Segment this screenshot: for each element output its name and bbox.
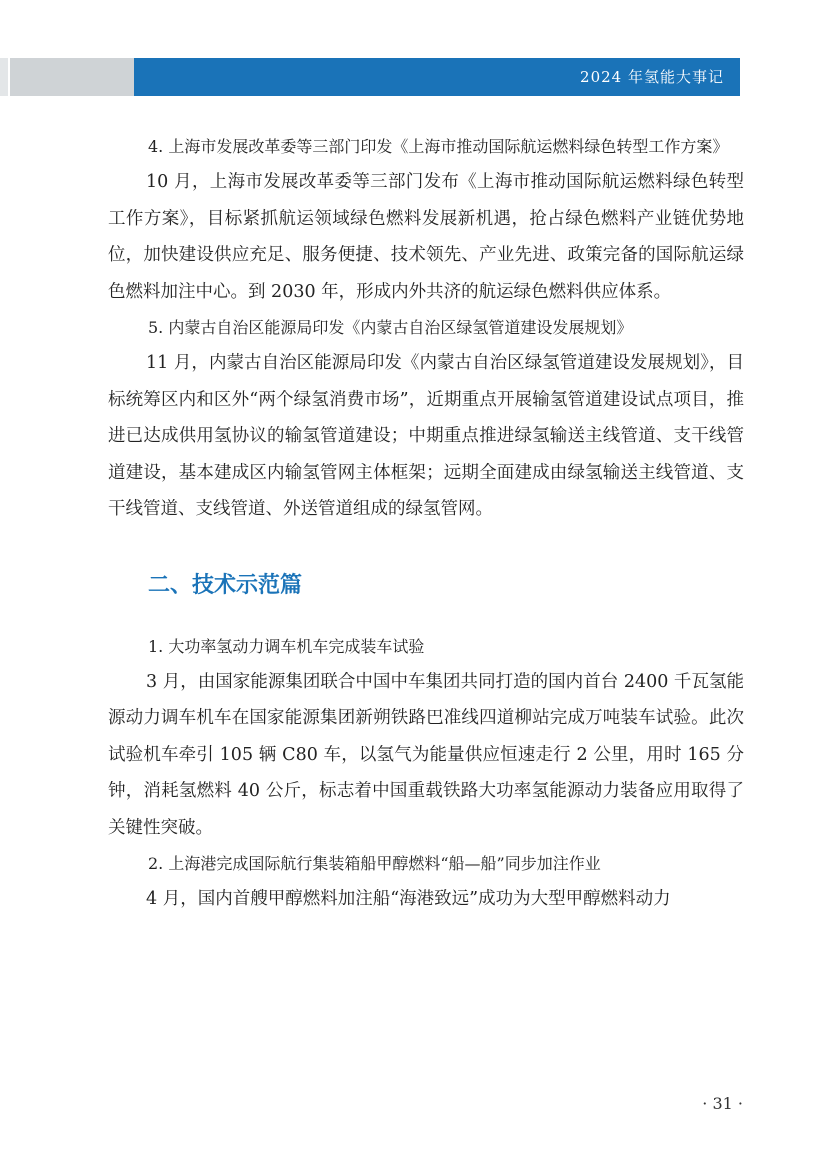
item-heading: 4. 上海市发展改革委等三部门印发《上海市推动国际航运燃料绿色转型工作方案》 bbox=[148, 137, 729, 156]
item-paragraph: 11 月，内蒙古自治区能源局印发《内蒙古自治区绿氢管道建设发展规划》，目标统筹区内和区外“两个绿氢消费市场”，近期重点开展输氢管道建设试点项目，推进已达成供用氢协议的输氢管道建设；中期重点推进绿氢输送主线管道、支干线管道建设，基本建成区内输氢管网主体框架；远期全面建成由绿氢输送主线管道、支干线管道、支线管道、外送管道组成的绿氢管网。 bbox=[108, 353, 744, 519]
running-header-title: 2024 年氢能大事记 bbox=[580, 68, 724, 86]
page-number: · 31 · bbox=[702, 1094, 743, 1113]
page-content bbox=[108, 132, 744, 921]
item-heading: 1. 大功率氢动力调车机车完成装车试验 bbox=[148, 636, 425, 656]
item-heading: 5. 内蒙古自治区能源局印发《内蒙古自治区绿氢管道建设发展规划》 bbox=[148, 318, 633, 337]
item-heading: 2. 上海港完成国际航行集装箱船甲醇燃料“船—船”同步加注作业 bbox=[148, 854, 601, 873]
item-paragraph: 4 月，国内首艘甲醇燃料加注船“海港致远”成功为大型甲醇燃料动力 bbox=[146, 889, 671, 909]
header-bar bbox=[134, 58, 740, 96]
section-title: 二、技术示范篇 bbox=[148, 572, 303, 598]
item-paragraph: 3 月，由国家能源集团联合中国中车集团共同打造的国内首台 2400 千瓦氢能源动力调车机车在国家能源集团新朔铁路巴准线四道柳站完成万吨装车试验。此次试验机车牵引 105 辆 C80 车，以氢气为能量供应恒速走行 2 公里，用时 165 分钟，消耗氢燃料 40 公斤，标志着中国重载铁路大功率氢能源动力装备应用取得了关键性突破。 bbox=[108, 671, 744, 838]
item-paragraph: 10 月，上海市发展改革委等三部门发布《上海市推动国际航运燃料绿色转型工作方案》，目标紧抓航运领域绿色燃料发展新机遇，抢占绿色燃料产业链优势地位，加快建设供应充足、服务便捷、技术领先、产业先进、政策完备的国际航运绿色燃料加注中心。到 2030 年，形成内外共济的航运绿色燃料供应体系。 bbox=[108, 172, 744, 302]
header-side-stripe bbox=[0, 58, 8, 96]
header-gray-block bbox=[10, 58, 134, 96]
